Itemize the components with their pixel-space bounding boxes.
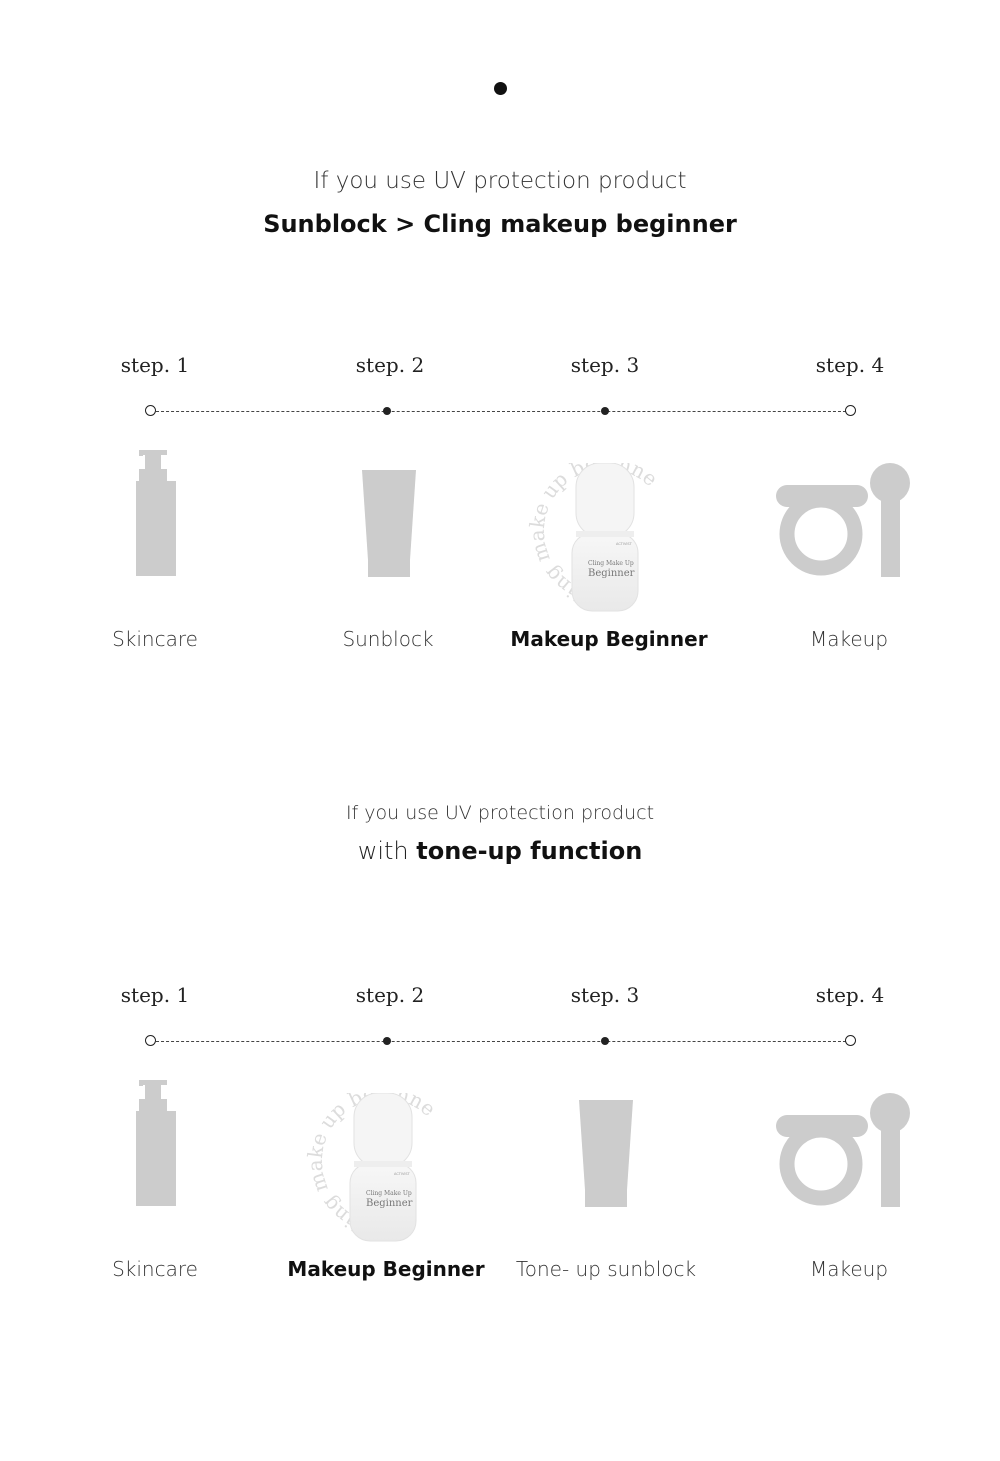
product-label-skincare: Skincare bbox=[112, 627, 198, 651]
tube-icon bbox=[298, 450, 478, 615]
product-label-makeup-beginner: Makeup Beginner bbox=[510, 627, 708, 651]
product-label-makeup: Makeup bbox=[809, 1257, 889, 1281]
section1-subtitle: Sunblock > Cling makeup beginner bbox=[263, 210, 737, 238]
tube-icon bbox=[515, 1080, 695, 1245]
step-label-3: step. 3 bbox=[570, 353, 640, 377]
pump-bottle-icon bbox=[63, 450, 243, 615]
pump-bottle-icon bbox=[63, 1080, 243, 1245]
makeup-beginner-bottle-image bbox=[516, 463, 696, 628]
step-label-2: step. 2 bbox=[355, 353, 425, 377]
step-label-1: step. 1 bbox=[120, 983, 190, 1007]
product-label-tone-up-sunblock: Tone- up sunblock bbox=[515, 1257, 697, 1281]
section2-subtitle-plain: with bbox=[357, 837, 409, 865]
section1-title: If you use UV protection product bbox=[313, 168, 687, 194]
timeline-node-open bbox=[845, 1035, 856, 1046]
makeup-beginner-bottle-image bbox=[294, 1093, 474, 1258]
timeline-node-open bbox=[145, 1035, 156, 1046]
timeline bbox=[0, 404, 1000, 420]
step-label-1: step. 1 bbox=[120, 353, 190, 377]
timeline-node-filled bbox=[601, 407, 609, 415]
top-bullet-dot bbox=[494, 82, 507, 95]
step-label-4: step. 4 bbox=[815, 983, 885, 1007]
timeline-node-filled bbox=[383, 407, 391, 415]
section2-subtitle-bold: tone-up function bbox=[416, 837, 643, 865]
step-label-4: step. 4 bbox=[815, 353, 885, 377]
timeline-dashed-line bbox=[151, 1041, 851, 1042]
timeline-node-filled bbox=[383, 1037, 391, 1045]
compact-brush-icon bbox=[760, 1080, 940, 1245]
timeline bbox=[0, 1034, 1000, 1050]
compact-brush-icon bbox=[760, 450, 940, 615]
product-label-makeup: Makeup bbox=[809, 627, 889, 651]
product-label-sunblock: Sunblock bbox=[342, 627, 434, 651]
timeline-node-open bbox=[145, 405, 156, 416]
timeline-dashed-line bbox=[151, 411, 851, 412]
timeline-node-filled bbox=[601, 1037, 609, 1045]
product-label-makeup-beginner: Makeup Beginner bbox=[287, 1257, 485, 1281]
timeline-node-open bbox=[845, 405, 856, 416]
product-label-skincare: Skincare bbox=[112, 1257, 198, 1281]
step-label-2: step. 2 bbox=[355, 983, 425, 1007]
section2-title: If you use UV protection product bbox=[345, 802, 655, 824]
section2-subtitle bbox=[0, 837, 1000, 865]
step-label-3: step. 3 bbox=[570, 983, 640, 1007]
